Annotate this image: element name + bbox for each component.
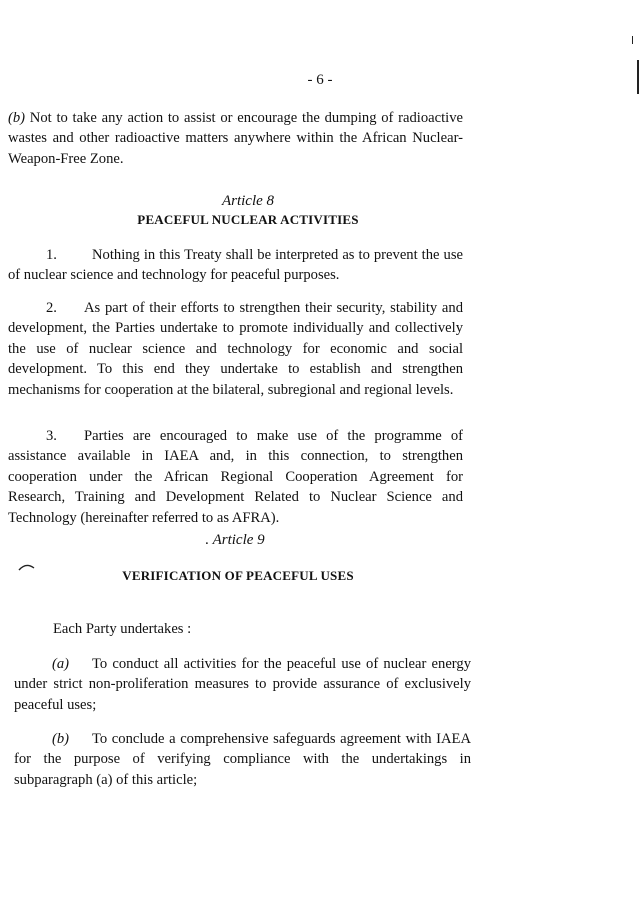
article-8-heading: PEACEFUL NUCLEAR ACTIVITIES	[137, 212, 359, 227]
page-number: - 6 -	[307, 72, 333, 88]
paragraph-b-dumping: (b) Not to take any action to assist or encourage the dumping of radioactive wastes and other radioactive matters anywhere within the African Nuclear-Weapon-Free Zone.	[8, 110, 463, 167]
scan-edge-mark	[632, 36, 633, 44]
article-8-title: Article 8	[221, 193, 275, 209]
scan-smudge	[18, 562, 36, 572]
article-9-intro: Each Party undertakes :	[53, 621, 192, 637]
article-9-item-b: (b) To conclude a comprehensive safeguards agreement with IAEA for the purpose of verifying compliance with the undertakings in subparagraph (a) of this article;	[14, 731, 471, 788]
article-9-heading: VERIFICATION OF PEACEFUL USES	[122, 568, 354, 583]
article-8-paragraph-1: 1. Nothing in this Treaty shall be interpreted as to prevent the use of nuclear science and technology for peaceful purposes.	[8, 247, 463, 284]
article-9-item-a: (a) To conduct all activities for the peaceful use of nuclear energy under strict non-proliferation measures to provide assurance of exclusively peaceful uses;	[14, 656, 471, 713]
article-9-title: . Article 9	[205, 532, 265, 548]
article-8-paragraph-2: 2. As part of their efforts to strengthen their security, stability and development, the Parties undertake to promote individually and collectively the use of nuclear science and technology for economic and social development. To this end they undertake to establish and strengthen mechanisms for cooperation at the bilateral, subregional and regional levels.	[8, 300, 463, 398]
article-8-paragraph-3: 3. Parties are encouraged to make use of the programme of assistance available in IAEA and, in this connection, to strengthen cooperation under the African Regional Cooperation Agreement for Research, Training and Development Related to Nuclear Science and Technology (hereinafter referred to as AFRA).	[8, 428, 463, 526]
